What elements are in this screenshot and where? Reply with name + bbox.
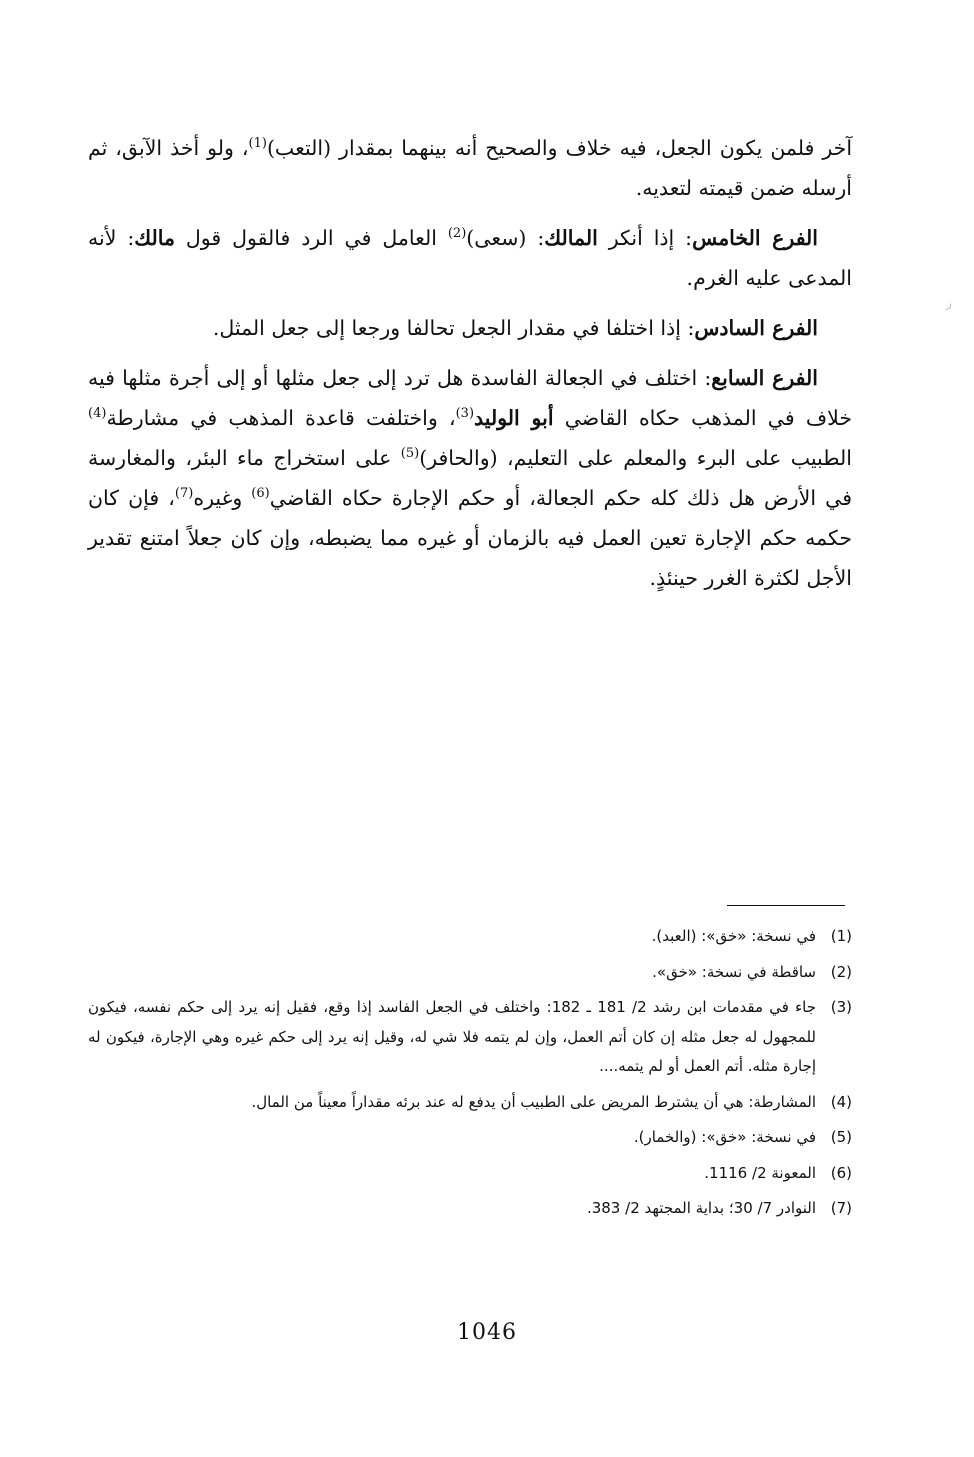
footnote-text: النوادر 7/ 30؛ بداية المجتهد 2/ 383. xyxy=(586,1199,816,1217)
paragraph-4: الفرع السابع: اختلف في الجعالة الفاسدة هل ترد إلى جعل مثلها أو إلى أجرة مثلها فيه خلاف في المذهب حكاه القاضي أبو الوليد$^{(3)}$، واختلفت قاعدة المذهب في مشارطة$^{(4)}$ الطبيب على البرء والمعلم على التعليم، (والحافر)$^{(5)}$ على استخراج ماء البئر، والمغارسة في الأرض هل ذلك كله حكم الجعالة، أو حكم الإجارة حكاه القاضي$^{(6)}$ وغيره$^{(7)}$، فإن كان حكمه حكم الإجارة تعين العمل فيه بالزمان أو غيره مما يضبطه، وإن كان جعلاً امتنع تقدير الأجل لكثرة الغرر حينئذٍ. xyxy=(88,366,853,590)
footnote-text: ساقطة في نسخة: «خق». xyxy=(652,962,816,981)
footnote-ref-6: (6) xyxy=(251,486,270,502)
footnote-item xyxy=(88,1088,852,1118)
footnote-number: (6) xyxy=(830,1163,852,1182)
footnote-item xyxy=(88,993,852,1082)
footnote-number: (5) xyxy=(830,1128,852,1146)
section-heading-5: الفرع الخامس xyxy=(692,226,819,250)
page-number: 1046 xyxy=(457,1320,517,1345)
footnote-number: (3) xyxy=(830,998,852,1016)
footnote-text: المشارطة: هي أن يشترط المريض على الطبيب أن يدفع له عند برئه مقداراً معيناً من المال. xyxy=(251,1092,816,1111)
footnote-number: (2) xyxy=(830,962,852,981)
footnote-number: (1) xyxy=(830,927,852,945)
footnote-ref-2: (2) xyxy=(447,226,467,242)
footnote-item xyxy=(88,958,852,988)
footnote-ref-7: (7) xyxy=(174,486,194,502)
footnote-number: (7) xyxy=(830,1199,852,1217)
footnote-item xyxy=(88,1194,852,1224)
footnote-text: جاء في مقدمات ابن رشد 2/ 181 ـ 182: واختلف في الجعل الفاسد إذا وقع، فقيل إنه يرد إلى حكم نفسه، فيكون للمجهول له جعل مثله إن كان أتم العمل، وإن لم يتمه فلا شي له، وقيل إنه يرد إلى حكم غيره وهي الإجارة، فيكون له إجارة مثله. أتم العمل أو لم يتمه.... xyxy=(88,998,817,1075)
paragraph-2: الفرع الخامس: إذا أنكر المالك: (سعى)$^{(2)}$ العامل في الرد فالقول قول مالك: لأنه المدعى عليه الغرم. xyxy=(88,226,852,290)
main-text xyxy=(88,128,852,608)
footnote-ref-1: (1) xyxy=(248,136,267,152)
footnote-item xyxy=(88,922,852,952)
footnote-text: المعونة 2/ 1116. xyxy=(704,1163,816,1182)
paragraph-1: آخر فلمن يكون الجعل، فيه خلاف والصحيح أنه بينهما بمقدار (التعب)$^{(1)}$، ولو أخذ الآبق، ثم أرسله ضمن قيمته لتعديه. xyxy=(88,136,853,200)
section-heading-6: الفرع السادس xyxy=(694,316,818,340)
footnote-item xyxy=(88,1159,852,1189)
footnotes xyxy=(88,922,852,1230)
footnote-text: في نسخة: «خق»: (العبد). xyxy=(651,927,816,945)
footnote-ref-5: (5) xyxy=(400,446,420,462)
footnote-number: (4) xyxy=(830,1092,852,1111)
footnote-separator xyxy=(727,905,845,906)
footnote-item xyxy=(88,1123,852,1153)
footnote-text: في نسخة: «خق»: (والخمار). xyxy=(633,1128,816,1146)
paragraph-3: الفرع السادس: إذا اختلفا في مقدار الجعل تحالفا ورجعا إلى جعل المثل. xyxy=(212,316,818,340)
margin-mark: ز xyxy=(946,296,952,310)
footnote-ref-3: (3) xyxy=(455,406,475,422)
section-heading-7: الفرع السابع xyxy=(711,366,818,390)
footnote-ref-4: (4) xyxy=(88,406,107,422)
